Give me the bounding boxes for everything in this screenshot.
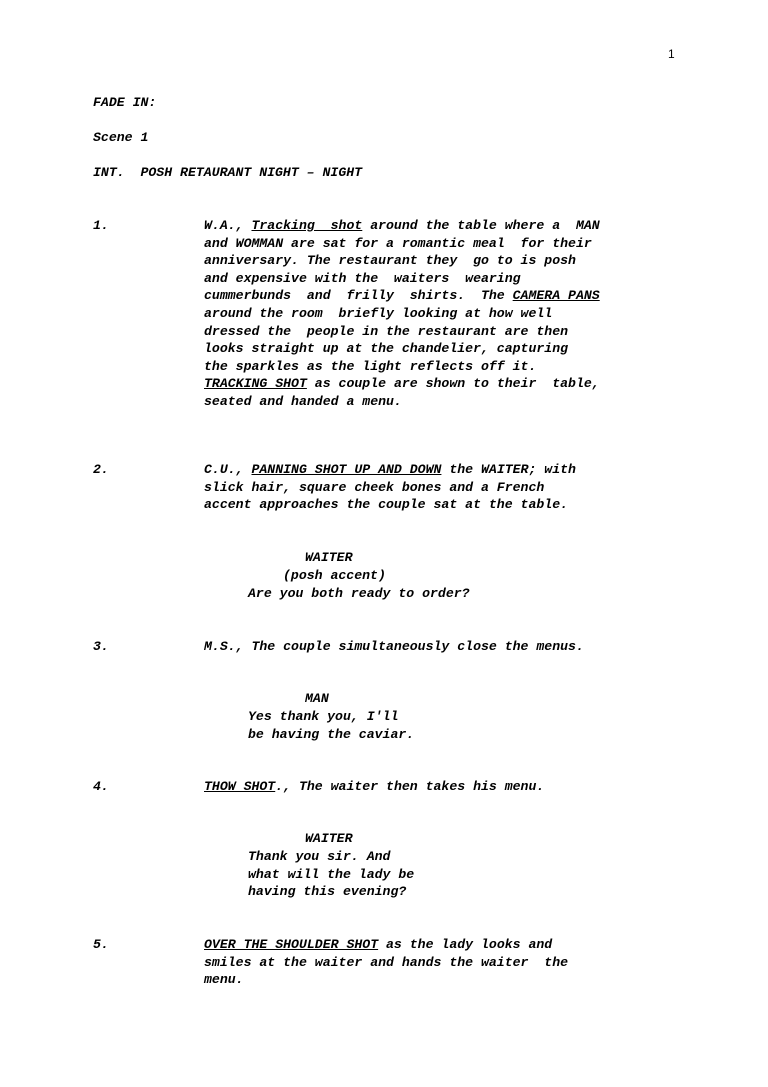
scene-heading: Scene 1	[93, 130, 149, 145]
action-text: seated and handed a menu.	[204, 394, 402, 409]
action-text: menu.	[204, 972, 244, 988]
action-text: around the table where a MAN	[362, 218, 600, 233]
action-text: as the lady looks and	[378, 937, 553, 952]
action-line	[204, 325, 568, 338]
camera-direction: Tracking shot	[251, 218, 363, 233]
action-text: as couple are shown to their table,	[306, 376, 600, 392]
page-number: 1	[668, 47, 675, 61]
character-name: WAITER	[305, 831, 353, 846]
action-line	[204, 360, 536, 373]
shot-number: 2.	[93, 462, 109, 477]
action-line	[204, 307, 552, 320]
dialogue-line: Yes thank you, I'll	[248, 709, 399, 724]
character-name: WAITER	[305, 550, 353, 565]
action-line	[204, 498, 568, 511]
dialogue-line: Are you both ready to order?	[248, 586, 470, 601]
action-line	[204, 956, 568, 969]
parenthetical: (posh accent)	[283, 568, 386, 583]
action-text: C.U.,	[204, 462, 252, 477]
dialogue-line: Thank you sir. And	[248, 849, 391, 864]
action-text: dressed the people in the restaurant are then	[204, 323, 569, 339]
camera-direction: THOW SHOT	[204, 779, 276, 794]
camera-direction: TRACKING SHOT	[204, 376, 307, 392]
fade-in-transition: FADE IN:	[93, 95, 157, 110]
action-line	[204, 289, 600, 302]
action-line	[204, 219, 600, 232]
action-text: the sparkles as the light reflects off it.	[204, 358, 537, 374]
action-line	[204, 780, 544, 793]
action-text: W.A.,	[204, 218, 252, 233]
dialogue-line: be having the caviar.	[248, 726, 415, 742]
action-line	[204, 463, 576, 476]
camera-direction: CAMERA PANS	[512, 288, 600, 304]
action-text: and expensive with the waiters wearing	[204, 270, 521, 286]
shot-number: 4.	[93, 779, 109, 794]
action-line	[204, 395, 402, 408]
shot-number: 3.	[93, 639, 109, 654]
action-text: around the room briefly looking at how well	[204, 306, 553, 321]
action-line	[204, 254, 576, 267]
action-text: the WAITER; with	[441, 462, 576, 477]
dialogue-line: what will the lady be	[248, 866, 415, 882]
action-text: smiles at the waiter and hands the waiter the	[204, 954, 569, 970]
action-text: and WOMMAN are sat for a romantic meal for their	[204, 235, 592, 251]
action-line	[204, 342, 568, 355]
slugline: INT. POSH RETAURANT NIGHT – NIGHT	[93, 165, 363, 180]
action-line	[204, 973, 244, 986]
action-text: M.S., The couple simultaneously close the menus.	[204, 639, 584, 654]
action-text: anniversary. The restaurant they go to is posh	[204, 253, 576, 269]
action-text: looks straight up at the chandelier, capturing	[204, 341, 569, 357]
action-text: accent approaches the couple sat at the table.	[204, 497, 569, 513]
action-line	[204, 237, 592, 250]
action-line	[204, 481, 544, 494]
action-line	[204, 938, 552, 951]
action-line	[204, 272, 521, 285]
dialogue-line: having this evening?	[248, 884, 407, 900]
shot-number: 5.	[93, 937, 109, 952]
character-name: MAN	[305, 691, 329, 706]
action-text: cummerbunds and frilly shirts. The	[204, 288, 513, 304]
action-text: slick hair, square cheek bones and a French	[204, 479, 545, 495]
action-line	[204, 377, 600, 390]
action-line	[204, 640, 584, 653]
action-text: ., The waiter then takes his menu.	[275, 779, 545, 794]
shot-number: 1.	[93, 218, 109, 233]
camera-direction: PANNING SHOT UP AND DOWN	[251, 462, 442, 477]
camera-direction: OVER THE SHOULDER SHOT	[204, 937, 379, 952]
